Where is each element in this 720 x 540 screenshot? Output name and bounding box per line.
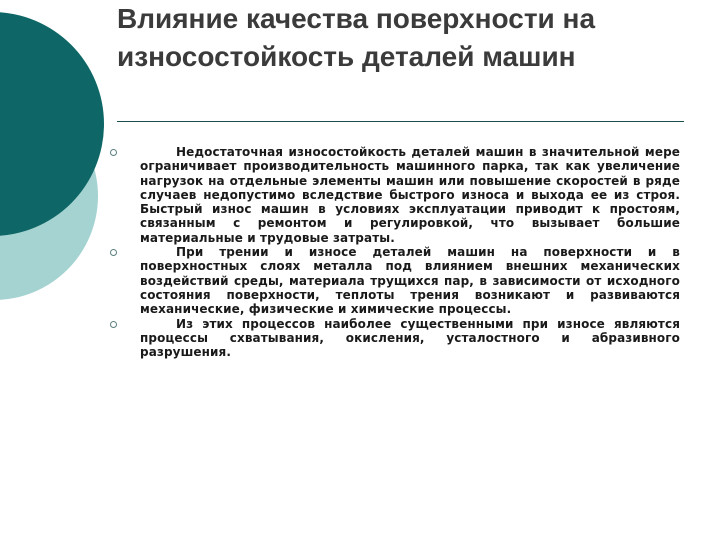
bullet-list [140, 145, 680, 359]
title-underline [117, 121, 684, 122]
list-item [140, 245, 680, 316]
hollow-circle-bullet-icon [110, 149, 117, 156]
bullet-text: Недостаточная износостойкость деталей машин в значительной мере ограничивает производительность машинного парка, так как увеличение нагрузок на отдельные элементы машин или повышение скоростей в ряде случаев недопустимо вследствие быстрого износа и выхода ее из строя. Быстрый износ машин в условиях эксплуатации приводит к простоям, связанным с ремонтом и регулировкой, что вызывает большие материальные и трудовые затраты. [140, 145, 680, 245]
list-item [140, 145, 680, 245]
hollow-circle-bullet-icon [110, 321, 117, 328]
bullet-text: Из этих процессов наиболее существенными при износе являются процессы схватывания, окисления, усталостного и абразивного разрушения. [140, 316, 680, 360]
list-item [140, 317, 680, 360]
slide-title: Влияние качества поверхности на износостойкость деталей машин [117, 3, 596, 72]
decorative-circles [0, 0, 120, 300]
bullet-text: При трении и износе деталей машин на поверхности и в поверхностных слоях металла под влиянием внешних механических воздействий среды, материала трущихся пар, в зависимости от исходного состояния поверхности, теплоты трения возникают и развиваются механические, физические и химические процессы. [140, 245, 680, 317]
